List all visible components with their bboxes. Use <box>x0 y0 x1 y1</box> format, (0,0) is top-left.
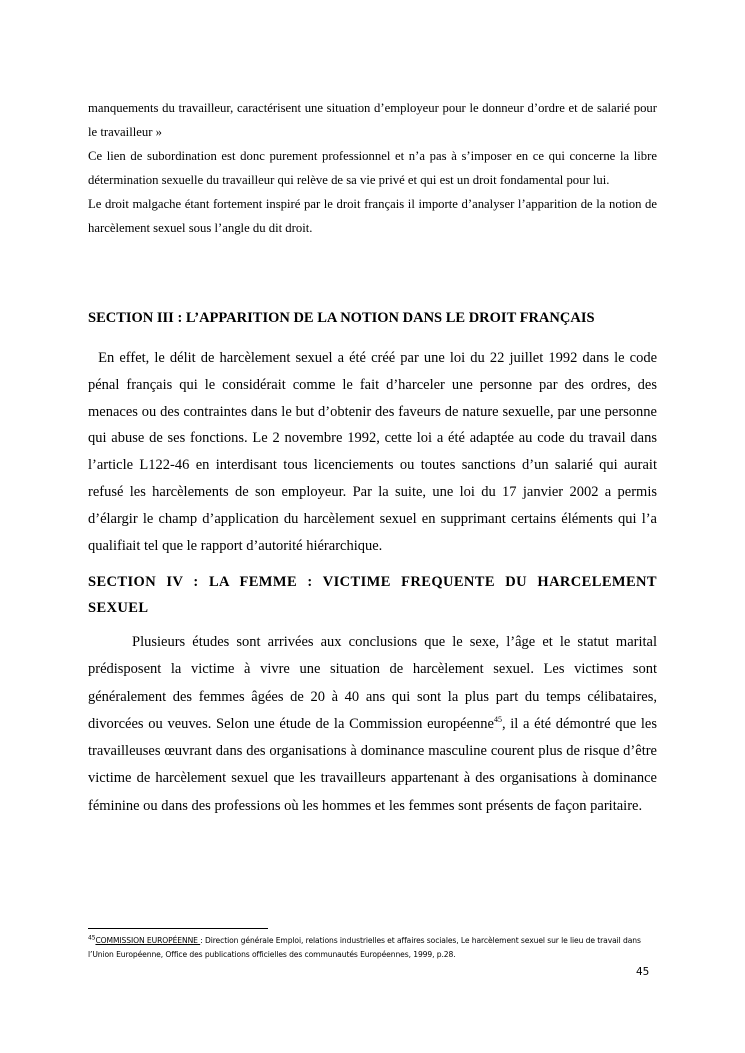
footnote <box>88 934 657 962</box>
section-4-heading: SECTION IV : LA FEMME : VICTIME FREQUENTE DU HARCELEMENT <box>88 574 657 590</box>
section-3-text: En effet, le délit de harcèlement sexuel a été créé par une loi du 22 juillet 1992 dans le code pénal français qui le considérait comme le fait d’harceler une personne par des ordres, des menaces ou des contraintes dans le but d’obtenir des faveurs de nature sexuelle, par une personne qui abuse de ses fonctions. Le 2 novembre 1992, cette loi a été adaptée au code du travail dans l’article L122-46 en interdisant tous licenciements ou toutes sanctions d’un salarié qui aurait refusé les harcèlements de son employeur. Par la suite, une loi du 17 janvier 2002 a permis d’élargir le champ d’application du harcèlement sexuel en supprimant certains éléments qui l’a qualifiait tel que le rapport d’autorité hiérarchique. <box>88 350 658 554</box>
section-4-text-part2: , il a été démontré que les travailleuses œuvrant dans des organisations à dominance masculine courent plus de risque d’être victime de harcèlement sexuel que les travailleurs appartenant à des organisations à dominance féminine ou dans des professions où les hommes et les femmes sont présents de façon paritaire. <box>88 715 657 814</box>
section-4-paragraph <box>88 629 657 820</box>
footnote-source: COMMISSION EUROPÉENNE <box>95 936 201 945</box>
page-number: 45 <box>636 966 650 978</box>
intro-line: Ce lien de subordination est donc purement professionnel et n’a pas à s’imposer en ce qui concerne la libre détermination sexuelle du travailleur qui relève de sa vie privé et qui est un droit fondamental pour lui. <box>88 149 657 187</box>
section-4-text-part1: Plusieurs études sont arrivées aux conclusions que le sexe, l’âge et le statut marital prédisposent la victime à vivre une situation de harcèlement sexuel. Les victimes sont généralement des femmes âgées de 20 à 40 ans qui sont la plus part du temps célibataires, divorcées ou veuves. Selon une étude de la Commission européenne <box>88 634 657 732</box>
intro-paragraphs <box>88 96 657 240</box>
footnote-text: : Direction générale Emploi, relations industrielles et affaires sociales, Le harcèlement sexuel sur le lieu de travail dans l’Union Européenne, Office des publications officielles des communautés Européennes, 1999, p.28. <box>88 936 641 959</box>
footnote-reference[interactable]: 45 <box>493 715 502 725</box>
section-3-paragraph <box>88 345 657 559</box>
section-4-heading-line2: SEXUEL <box>88 600 149 616</box>
intro-line: manquements du travailleur, caractérisent une situation d’employeur pour le donneur d’ordre et de salarié pour le travailleur » <box>88 101 657 139</box>
section-3-heading: SECTION III : L’APPARITION DE LA NOTION DANS LE DROIT FRANÇAIS <box>88 310 595 326</box>
intro-line: Le droit malgache étant fortement inspiré par le droit français il importe d’analyser l’apparition de la notion de harcèlement sexuel sous l’angle du dit droit. <box>88 197 657 235</box>
footnote-divider <box>88 928 268 929</box>
footnote-number: 45 <box>88 934 96 942</box>
